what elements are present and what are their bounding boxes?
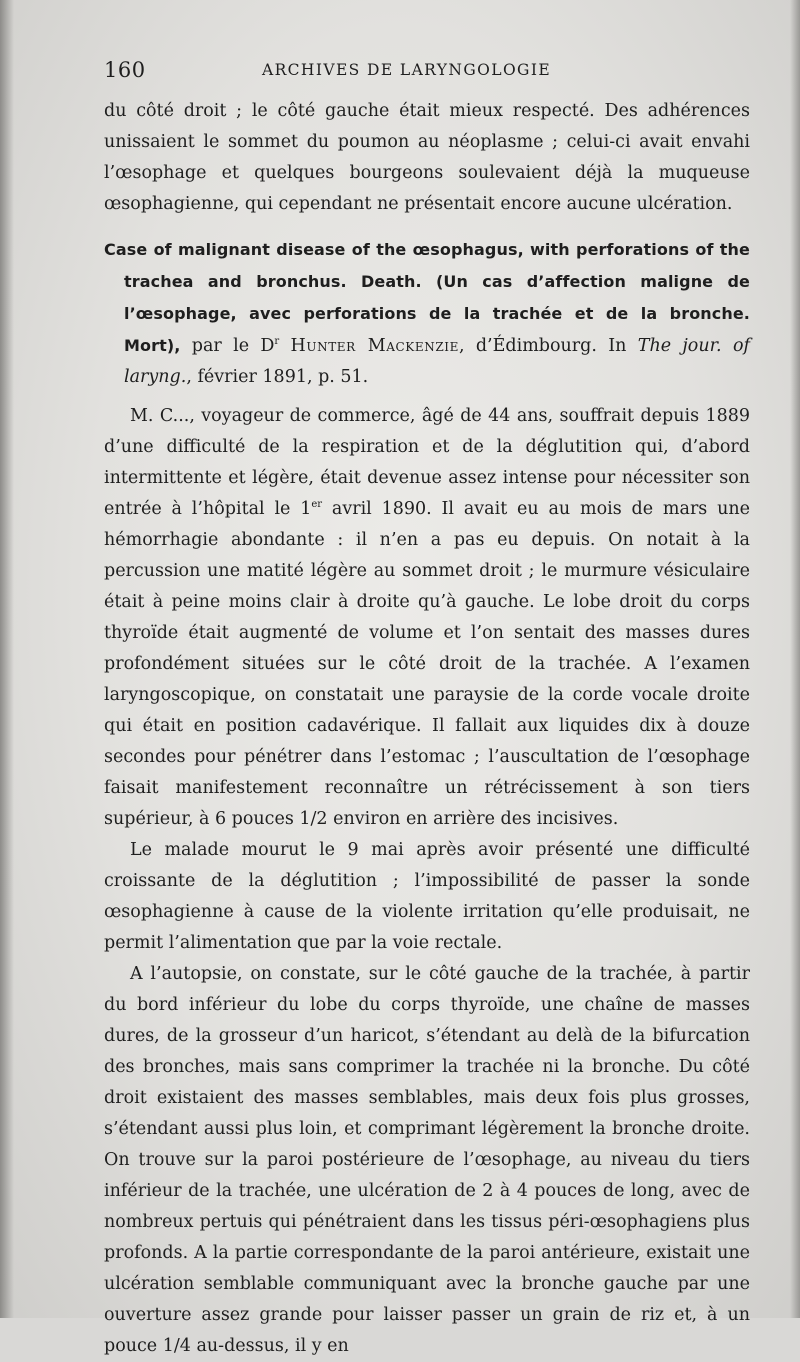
- running-title: ARCHIVES DE LARYNGOLOGIE: [262, 61, 552, 79]
- paragraph-autopsy: A l’autopsie, on constate, sur le côté gauche de la trachée, à partir du bord inférieur du lobe du corps thyroïde, une chaîne de masses dures, de la grosseur d’un haricot, s’étendant au delà de la bifurcation des bronches, mais sans comprimer la trachée ni la bronche. Du côté droit existaient des masses semblables, mais deux fois plus grosses, s’étendant aussi plus loin, et comprimant légèrement la bronche droite. On trouve sur la paroi postérieure de l’œsophage, au niveau du tiers inférieur de la trachée, une ulcération de 2 à 4 pouces de long, avec de nombreux pertuis qui pénétraient dans les tissus péri-œsophagiens plus profonds. A la partie correspondante de la paroi antérieure, existait une ulcération semblable communiquant avec la bronche gauche par une ouverture assez grande pour laisser passer un grain de riz et, à un pouce 1/4 au-dessus, il y en: [104, 964, 750, 1356]
- reference-author: Hunter Mackenzie: [290, 336, 459, 356]
- page-body: [104, 96, 750, 1362]
- paragraph-continuation: du côté droit ; le côté gauche était mieux respecté. Des adhérences unissaient le sommet du poumon au néoplasme ; celui-ci avait envahi l’œsophage et quelques bourgeons soulevaient déjà la muqueuse œsophagienne, qui cependant ne présentait encore aucune ulcération.: [104, 101, 750, 214]
- journal-title: The jour. of laryng.: [124, 336, 750, 387]
- doctor-suffix: r: [274, 336, 280, 348]
- author-location: , d’Édimbourg. In: [458, 336, 627, 356]
- case-history-rest: avril 1890. Il avait eu au mois de mars une hémorrhagie abondante : il n’en a pas eu depuis. On notait à la percussion une matité légère au sommet droit ; le murmure vésiculaire était à peine moins clair à droite qu’à gauche. Le lobe droit du corps thyroïde était augmenté de volume et l’on sentait des masses dures profondément situées sur le côté droit de la trachée. A l’examen laryngoscopique, on constatait une paraysie de la corde vocale droite qui était en position cadavérique. Il fallait aux liquides dix à douze secondes pour pénétrer dans l’estomac ; l’auscultation de l’œsophage faisait manifestement reconnaître un rétrécissement à son tiers supérieur, à 6 pouces 1/2 environ en arrière des incisives.: [104, 499, 751, 829]
- reference-title-english: Case of malignant disease of the œsophagus, with perforations of the trachea and bronchus. Death.: [104, 240, 750, 291]
- page-edge-shadow-left: [0, 0, 14, 1318]
- page-header: [104, 58, 744, 88]
- reference-date-pages: , février 1891, p. 51.: [186, 367, 369, 387]
- doctor-prefix: D: [260, 336, 275, 356]
- spacer: [104, 220, 750, 234]
- reference-title-french: (Un cas d’affection maligne de l’œsophage, avec perforations de la trachée et de la bronche. Mort),: [124, 272, 750, 355]
- bibliographic-reference: [104, 234, 750, 393]
- date-ordinal-suffix: er: [311, 499, 323, 511]
- page-number: 160: [104, 58, 146, 82]
- paragraph-death: Le malade mourut le 9 mai après avoir présenté une difficulté croissante de la déglutition ; l’impossibilité de passer la sonde œsophagienne à cause de la violente irritation qu’elle produisait, ne permit l’alimentation que par la voie rectale.: [104, 840, 750, 953]
- paragraph-case-history: [104, 401, 750, 835]
- reference-by: par le: [191, 336, 250, 356]
- spacer: [104, 393, 750, 401]
- case-history-start: M. C..., voyageur de commerce, âgé de 44 ans, souffrait depuis 1889 d’une difficulté de la respiration et de la déglutition qui, d’abord intermittente et légère, était devenue assez intense pour nécessiter son entrée à l’hôpital le 1: [104, 406, 750, 519]
- page-edge-shadow-right: [790, 0, 800, 1318]
